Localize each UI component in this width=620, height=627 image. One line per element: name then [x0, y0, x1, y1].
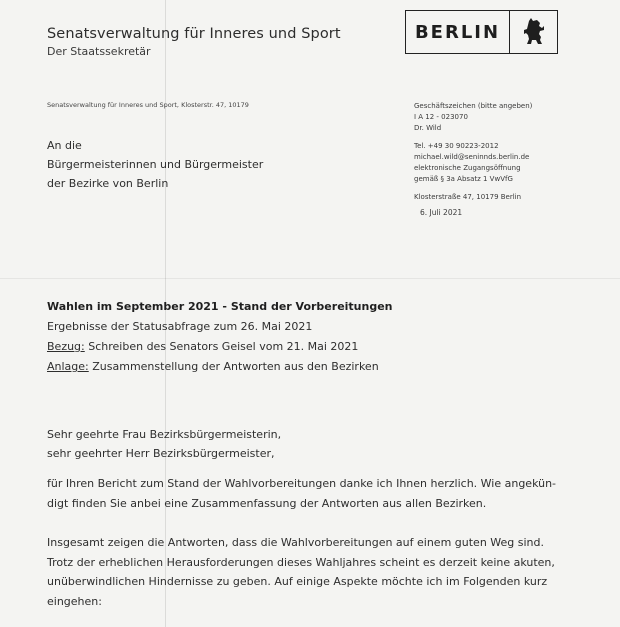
- bezug-text: Schreiben des Senators Geisel vom 21. Mai 2021: [84, 340, 359, 353]
- recipient-line: der Bezirke von Berlin: [47, 177, 169, 190]
- reference-label: Geschäftszeichen (bitte angeben): [414, 102, 533, 110]
- body-paragraph-1: [47, 474, 567, 513]
- salutation-line: sehr geehrter Herr Bezirksbürgermeister,: [47, 447, 275, 460]
- subject-subtitle: Ergebnisse der Statusabfrage zum 26. Mai 2021: [47, 320, 313, 333]
- logo-text: BERLIN: [414, 21, 501, 43]
- anlage-text: Zusammenstellung der Antworten aus den Bezirken: [88, 360, 379, 373]
- sender-name: Senatsverwaltung für Inneres und Sport: [47, 26, 341, 42]
- bezug-label: Bezug:: [47, 340, 85, 353]
- reference-value: I A 12 - 023070: [414, 113, 468, 121]
- body-line: unüberwindlichen Hindernisse zu geben. Auf einige Aspekte möchte ich im Folgenden kurz: [47, 575, 548, 588]
- anlage-label: Anlage:: [47, 360, 89, 373]
- body-line: eingehen:: [47, 594, 102, 608]
- body-paragraph-2: [47, 533, 567, 611]
- body-line: Trotz der erheblichen Herausforderungen dieses Wahljahres scheint es derzeit keine akuten,: [47, 555, 555, 569]
- letter-date: 6. Juli 2021: [420, 208, 463, 217]
- attachment-line: [47, 360, 379, 373]
- body-line: Insgesamt zeigen die Antworten, dass die Wahlvorbereitungen auf einem guten Weg sind.: [47, 536, 545, 549]
- berlin-bear-icon: [509, 11, 557, 53]
- return-address: Senatsverwaltung für Inneres und Sport, Klosterstr. 47, 10179: [47, 101, 249, 109]
- berlin-logo: [405, 10, 558, 54]
- salutation-line: Sehr geehrte Frau Bezirksbürgermeisterin,: [47, 428, 282, 441]
- body-line: für Ihren Bericht zum Stand der Wahlvorbereitungen danke ich Ihnen herzlich. Wie angekün-: [47, 477, 557, 490]
- salutation: [47, 425, 281, 463]
- access-note-1: elektronische Zugangsöffnung: [414, 164, 521, 172]
- recipient-line: Bürgermeisterinnen und Bürgermeister: [47, 158, 264, 171]
- info-block: [414, 101, 532, 218]
- office-address: Klosterstraße 47, 10179 Berlin: [414, 193, 522, 201]
- subject-title: Wahlen im September 2021 - Stand der Vorbereitungen: [47, 300, 393, 313]
- fold-crease-horizontal: [0, 278, 620, 279]
- email-address: michael.wild@seninnds.berlin.de: [414, 153, 530, 161]
- access-note-2: gemäß § 3a Absatz 1 VwVfG: [414, 175, 513, 183]
- sender-subtitle: Der Staatssekretär: [47, 45, 151, 58]
- body-line: digt finden Sie anbei eine Zusammenfassung der Antworten aus allen Bezirken.: [47, 496, 487, 510]
- phone-number: Tel. +49 30 90223-2012: [414, 142, 499, 150]
- recipient-address: [47, 136, 263, 193]
- reference-line: [47, 340, 358, 353]
- recipient-line: An die: [47, 139, 82, 152]
- contact-name: Dr. Wild: [414, 124, 442, 132]
